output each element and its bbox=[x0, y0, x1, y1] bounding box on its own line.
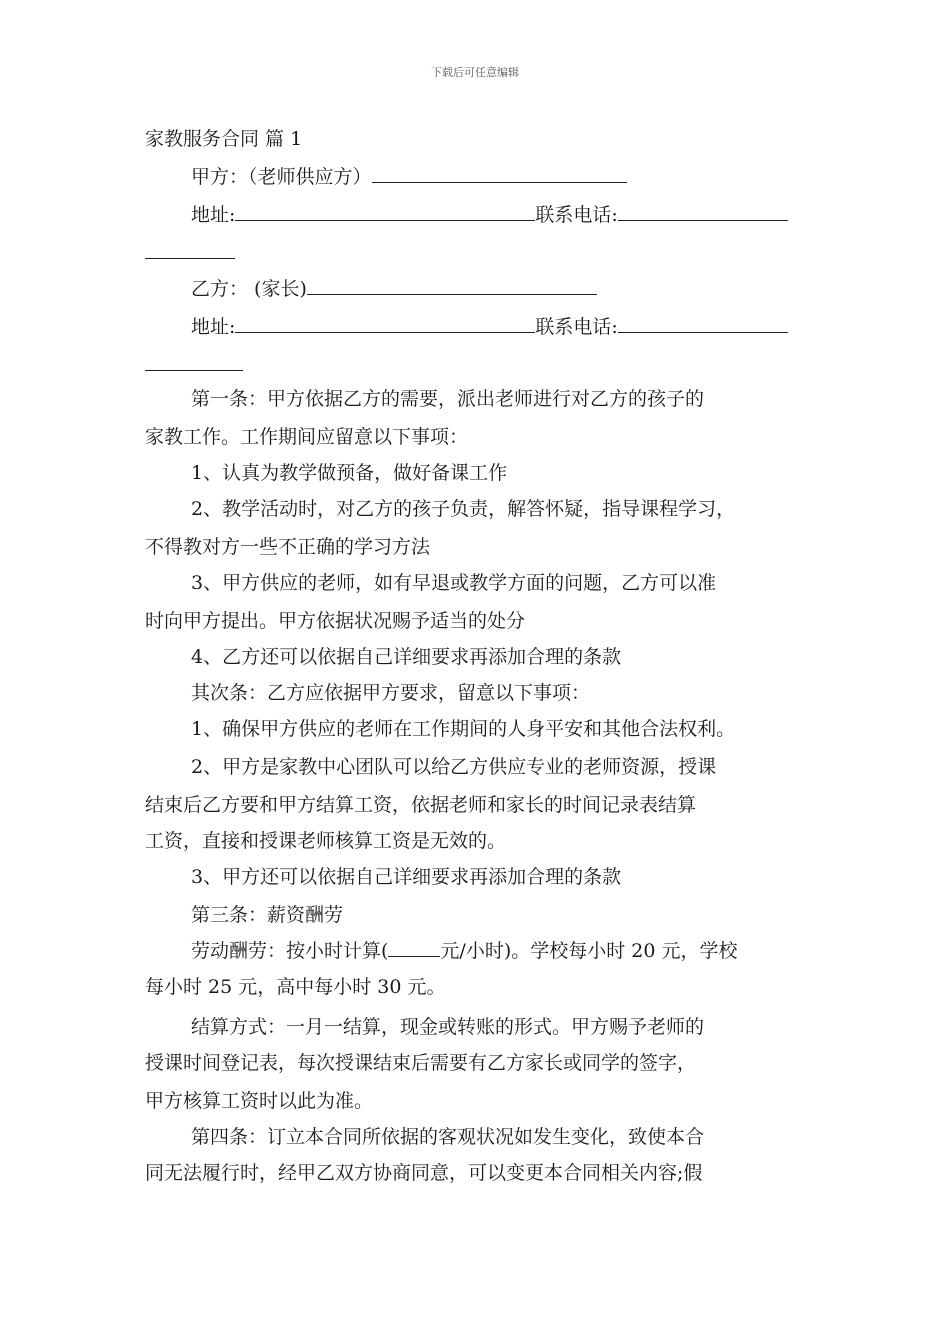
article-4-line-2: 同无法履行时，经甲乙双方协商同意，可以变更本合同相关内容;假 bbox=[145, 1162, 703, 1184]
page-header: 下载后可任意编辑 bbox=[431, 66, 519, 79]
document-title: 家教服务合同 篇 1 bbox=[145, 128, 303, 150]
phone-blank bbox=[618, 312, 788, 333]
article-2: 其次条：乙方应依据甲方要求，留意以下事项： bbox=[191, 682, 591, 704]
phone-blank bbox=[618, 200, 788, 221]
pay-line-1 bbox=[191, 936, 811, 963]
item-b2-line-3: 工资，直接和授课老师核算工资是无效的。 bbox=[145, 830, 507, 852]
phone-label: 联系电话: bbox=[535, 204, 618, 226]
phone-blank-tail bbox=[145, 238, 235, 259]
party-b-label: 乙方： (家长) bbox=[191, 278, 307, 300]
phone-blank-continuation bbox=[145, 350, 810, 376]
party-a-address-line bbox=[191, 200, 811, 227]
item-b1: 1、确保甲方供应的老师在工作期间的人身平安和其他合法权利。 bbox=[191, 718, 736, 740]
article-1-line-2: 家教工作。工作期间应留意以下事项： bbox=[145, 426, 469, 448]
address-label: 地址: bbox=[191, 316, 236, 338]
phone-label: 联系电话: bbox=[535, 316, 618, 338]
party-a-line bbox=[191, 162, 811, 189]
party-b-address-line bbox=[191, 312, 811, 339]
phone-blank-tail bbox=[145, 350, 243, 371]
item-a4: 4、乙方还可以依据自己详细要求再添加合理的条款 bbox=[191, 646, 622, 668]
pay-suffix: 元/小时)。学校每小时 20 元，学校 bbox=[440, 940, 738, 962]
address-label: 地址: bbox=[191, 204, 236, 226]
item-a3-line-1: 3、甲方供应的老师，如有早退或教学方面的问题，乙方可以准 bbox=[191, 572, 717, 594]
address-blank bbox=[235, 200, 535, 221]
pay-line-2: 每小时 25 元，高中每小时 30 元。 bbox=[145, 976, 446, 998]
phone-blank-continuation bbox=[145, 238, 810, 264]
item-b3: 3、甲方还可以依据自己详细要求再添加合理的条款 bbox=[191, 866, 622, 888]
item-b2-line-2: 结束后乙方要和甲方结算工资，依据老师和家长的时间记录表结算 bbox=[145, 794, 697, 816]
article-3: 第三条：薪资酬劳 bbox=[191, 904, 344, 926]
item-a3-line-2: 时向甲方提出。甲方依据状况赐予适当的处分 bbox=[145, 610, 526, 632]
address-blank bbox=[235, 312, 535, 333]
article-1-line-1: 第一条：甲方依据乙方的需要，派出老师进行对乙方的孩子的 bbox=[191, 388, 705, 410]
pay-prefix: 劳动酬劳：按小时计算( bbox=[191, 940, 389, 962]
item-a2-line-2: 不得教对方一些不正确的学习方法 bbox=[145, 536, 431, 558]
pay-rate-blank bbox=[388, 936, 440, 957]
party-a-blank bbox=[372, 162, 627, 183]
party-a-label: 甲方：（老师供应方） bbox=[191, 166, 372, 188]
settle-line-1: 结算方式：一月一结算，现金或转账的形式。甲方赐予老师的 bbox=[191, 1016, 705, 1038]
item-b2-line-1: 2、甲方是家教中心团队可以给乙方供应专业的老师资源，授课 bbox=[191, 756, 717, 778]
settle-line-3: 甲方核算工资时以此为准。 bbox=[145, 1090, 374, 1112]
item-a2-line-1: 2、教学活动时，对乙方的孩子负责，解答怀疑，指导课程学习， bbox=[191, 498, 736, 520]
party-b-line bbox=[191, 274, 811, 301]
article-4-line-1: 第四条：订立本合同所依据的客观状况如发生变化，致使本合 bbox=[191, 1126, 705, 1148]
settle-line-2: 授课时间登记表，每次授课结束后需要有乙方家长或同学的签字， bbox=[145, 1052, 697, 1074]
party-b-blank bbox=[307, 274, 597, 295]
item-a1: 1、认真为教学做预备，做好备课工作 bbox=[191, 462, 508, 484]
